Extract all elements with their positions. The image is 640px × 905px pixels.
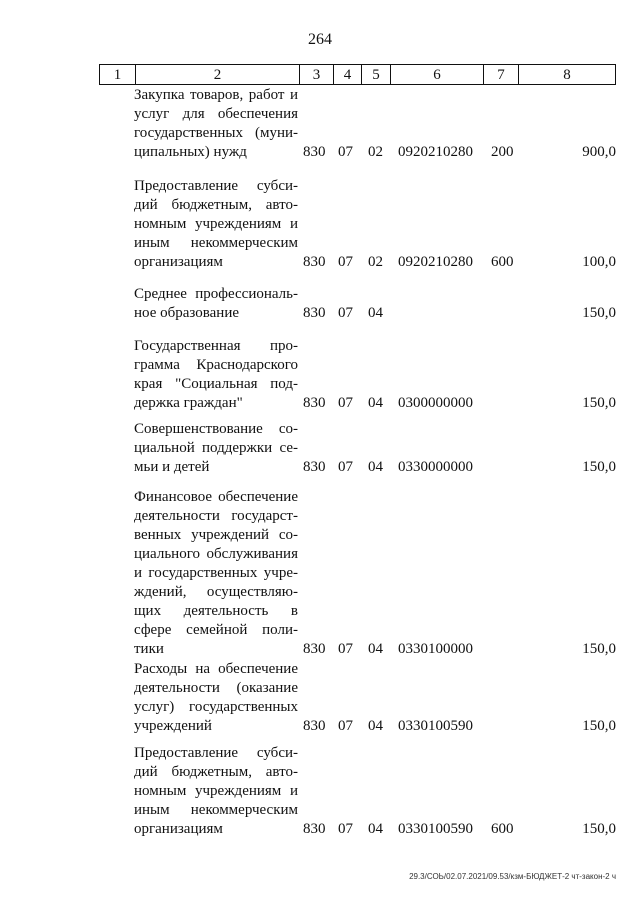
footer-code: 29.3/СОЬ/02.07.2021/09.53/кзм-БЮДЖЕТ-2 чт-закон-2 ч [409, 872, 616, 881]
cell-c8: 150,0 [582, 459, 616, 475]
cell-c4: 07 [338, 718, 353, 734]
row-name-line: деятельности государст- [134, 508, 298, 524]
row-name-line: Закупка товаров, работ и [134, 87, 298, 103]
cell-c5: 04 [368, 395, 383, 411]
row-name-line: услуг для обеспечения [134, 106, 298, 122]
header-col-8: 8 [563, 67, 571, 83]
cell-c8: 900,0 [582, 144, 616, 160]
row-name-line: учреждений [134, 718, 212, 734]
cell-c4: 07 [338, 395, 353, 411]
row-name-line: щих деятельность в [134, 603, 298, 619]
page-number: 264 [308, 31, 332, 48]
row-name [134, 488, 298, 659]
cell-c3: 830 [303, 144, 326, 160]
cell-c7: 200 [491, 144, 514, 160]
header-col-4: 4 [334, 65, 362, 84]
cell-c8: 150,0 [582, 821, 616, 837]
row-name-line: циального обслуживания [134, 546, 298, 562]
row-name [134, 285, 298, 323]
header-col-3: 3 [300, 65, 334, 84]
header-col-1: 1 [100, 65, 136, 84]
row-name-line: ципальных) нужд [134, 144, 247, 160]
cell-c6: 0330100000 [398, 641, 473, 657]
header-col-6: 6 [391, 65, 484, 84]
cell-c3: 830 [303, 305, 326, 321]
row-name-line: Предоставление субси- [134, 745, 298, 761]
cell-c6: 0920210280 [398, 254, 473, 270]
cell-c5: 04 [368, 821, 383, 837]
cell-c6: 0920210280 [398, 144, 473, 160]
row-name-line: номным учреждениям и [134, 216, 298, 232]
row-name-line: Предоставление субси- [134, 178, 298, 194]
row-name-line: дий бюджетным, авто- [134, 197, 298, 213]
cell-c4: 07 [338, 641, 353, 657]
cell-c8: 150,0 [582, 395, 616, 411]
row-name [134, 660, 298, 736]
row-name-line: сфере семейной поли- [134, 622, 298, 638]
cell-c8: 100,0 [582, 254, 616, 270]
row-name-line: ное образование [134, 305, 239, 321]
cell-c5: 02 [368, 144, 383, 160]
cell-c6: 0330100590 [398, 821, 473, 837]
cell-c3: 830 [303, 718, 326, 734]
header-col-7: 7 [484, 65, 519, 84]
row-name-line: дий бюджетным, авто- [134, 764, 298, 780]
row-name-line: Совершенствование со- [134, 421, 298, 437]
cell-c5: 04 [368, 641, 383, 657]
row-name [134, 420, 298, 477]
cell-c6: 0330100590 [398, 718, 473, 734]
cell-c5: 04 [368, 459, 383, 475]
cell-c4: 07 [338, 254, 353, 270]
cell-c8: 150,0 [582, 641, 616, 657]
row-name-line: Расходы на обеспечение [134, 661, 298, 677]
cell-c3: 830 [303, 821, 326, 837]
cell-c6: 0330000000 [398, 459, 473, 475]
row-name-line: организациям [134, 254, 223, 270]
row-name-line: и государственных учре- [134, 565, 298, 581]
row-name-line: циальной поддержки се- [134, 440, 298, 456]
row-name-line: Финансовое обеспечение [134, 489, 298, 505]
row-name-line: государственных (муни- [134, 125, 298, 141]
cell-c5: 02 [368, 254, 383, 270]
row-name-line: организациям [134, 821, 223, 837]
cell-c8: 150,0 [582, 305, 616, 321]
cell-c4: 07 [338, 305, 353, 321]
cell-c4: 07 [338, 459, 353, 475]
row-name [134, 86, 298, 162]
cell-c6: 0300000000 [398, 395, 473, 411]
header-col-2: 2 [136, 65, 300, 84]
header-col-5: 5 [362, 65, 391, 84]
cell-c3: 830 [303, 459, 326, 475]
cell-c5: 04 [368, 718, 383, 734]
row-name [134, 337, 298, 413]
row-name-line: номным учреждениям и [134, 783, 298, 799]
cell-c7: 600 [491, 254, 514, 270]
row-name-line: грамма Краснодарского [134, 357, 298, 373]
cell-c8: 150,0 [582, 718, 616, 734]
cell-c4: 07 [338, 144, 353, 160]
row-name-line: ждений, осуществляю- [134, 584, 298, 600]
cell-c3: 830 [303, 395, 326, 411]
row-name [134, 177, 298, 272]
row-name-line: мьи и детей [134, 459, 210, 475]
row-name-line: тики [134, 641, 164, 657]
table-header [99, 64, 616, 85]
cell-c3: 830 [303, 254, 326, 270]
cell-c3: 830 [303, 641, 326, 657]
row-name-line: Среднее профессиональ- [134, 286, 298, 302]
row-name-line: иным некоммерческим [134, 235, 298, 251]
row-name-line: иным некоммерческим [134, 802, 298, 818]
row-name [134, 744, 298, 839]
row-name-line: края "Социальная под- [134, 376, 298, 392]
row-name-line: венных учреждений со- [134, 527, 298, 543]
cell-c7: 600 [491, 821, 514, 837]
cell-c4: 07 [338, 821, 353, 837]
row-name-line: услуг) государственных [134, 699, 298, 715]
row-name-line: деятельности (оказание [134, 680, 298, 696]
row-name-line: Государственная про- [134, 338, 298, 354]
cell-c5: 04 [368, 305, 383, 321]
row-name-line: держка граждан" [134, 395, 243, 411]
